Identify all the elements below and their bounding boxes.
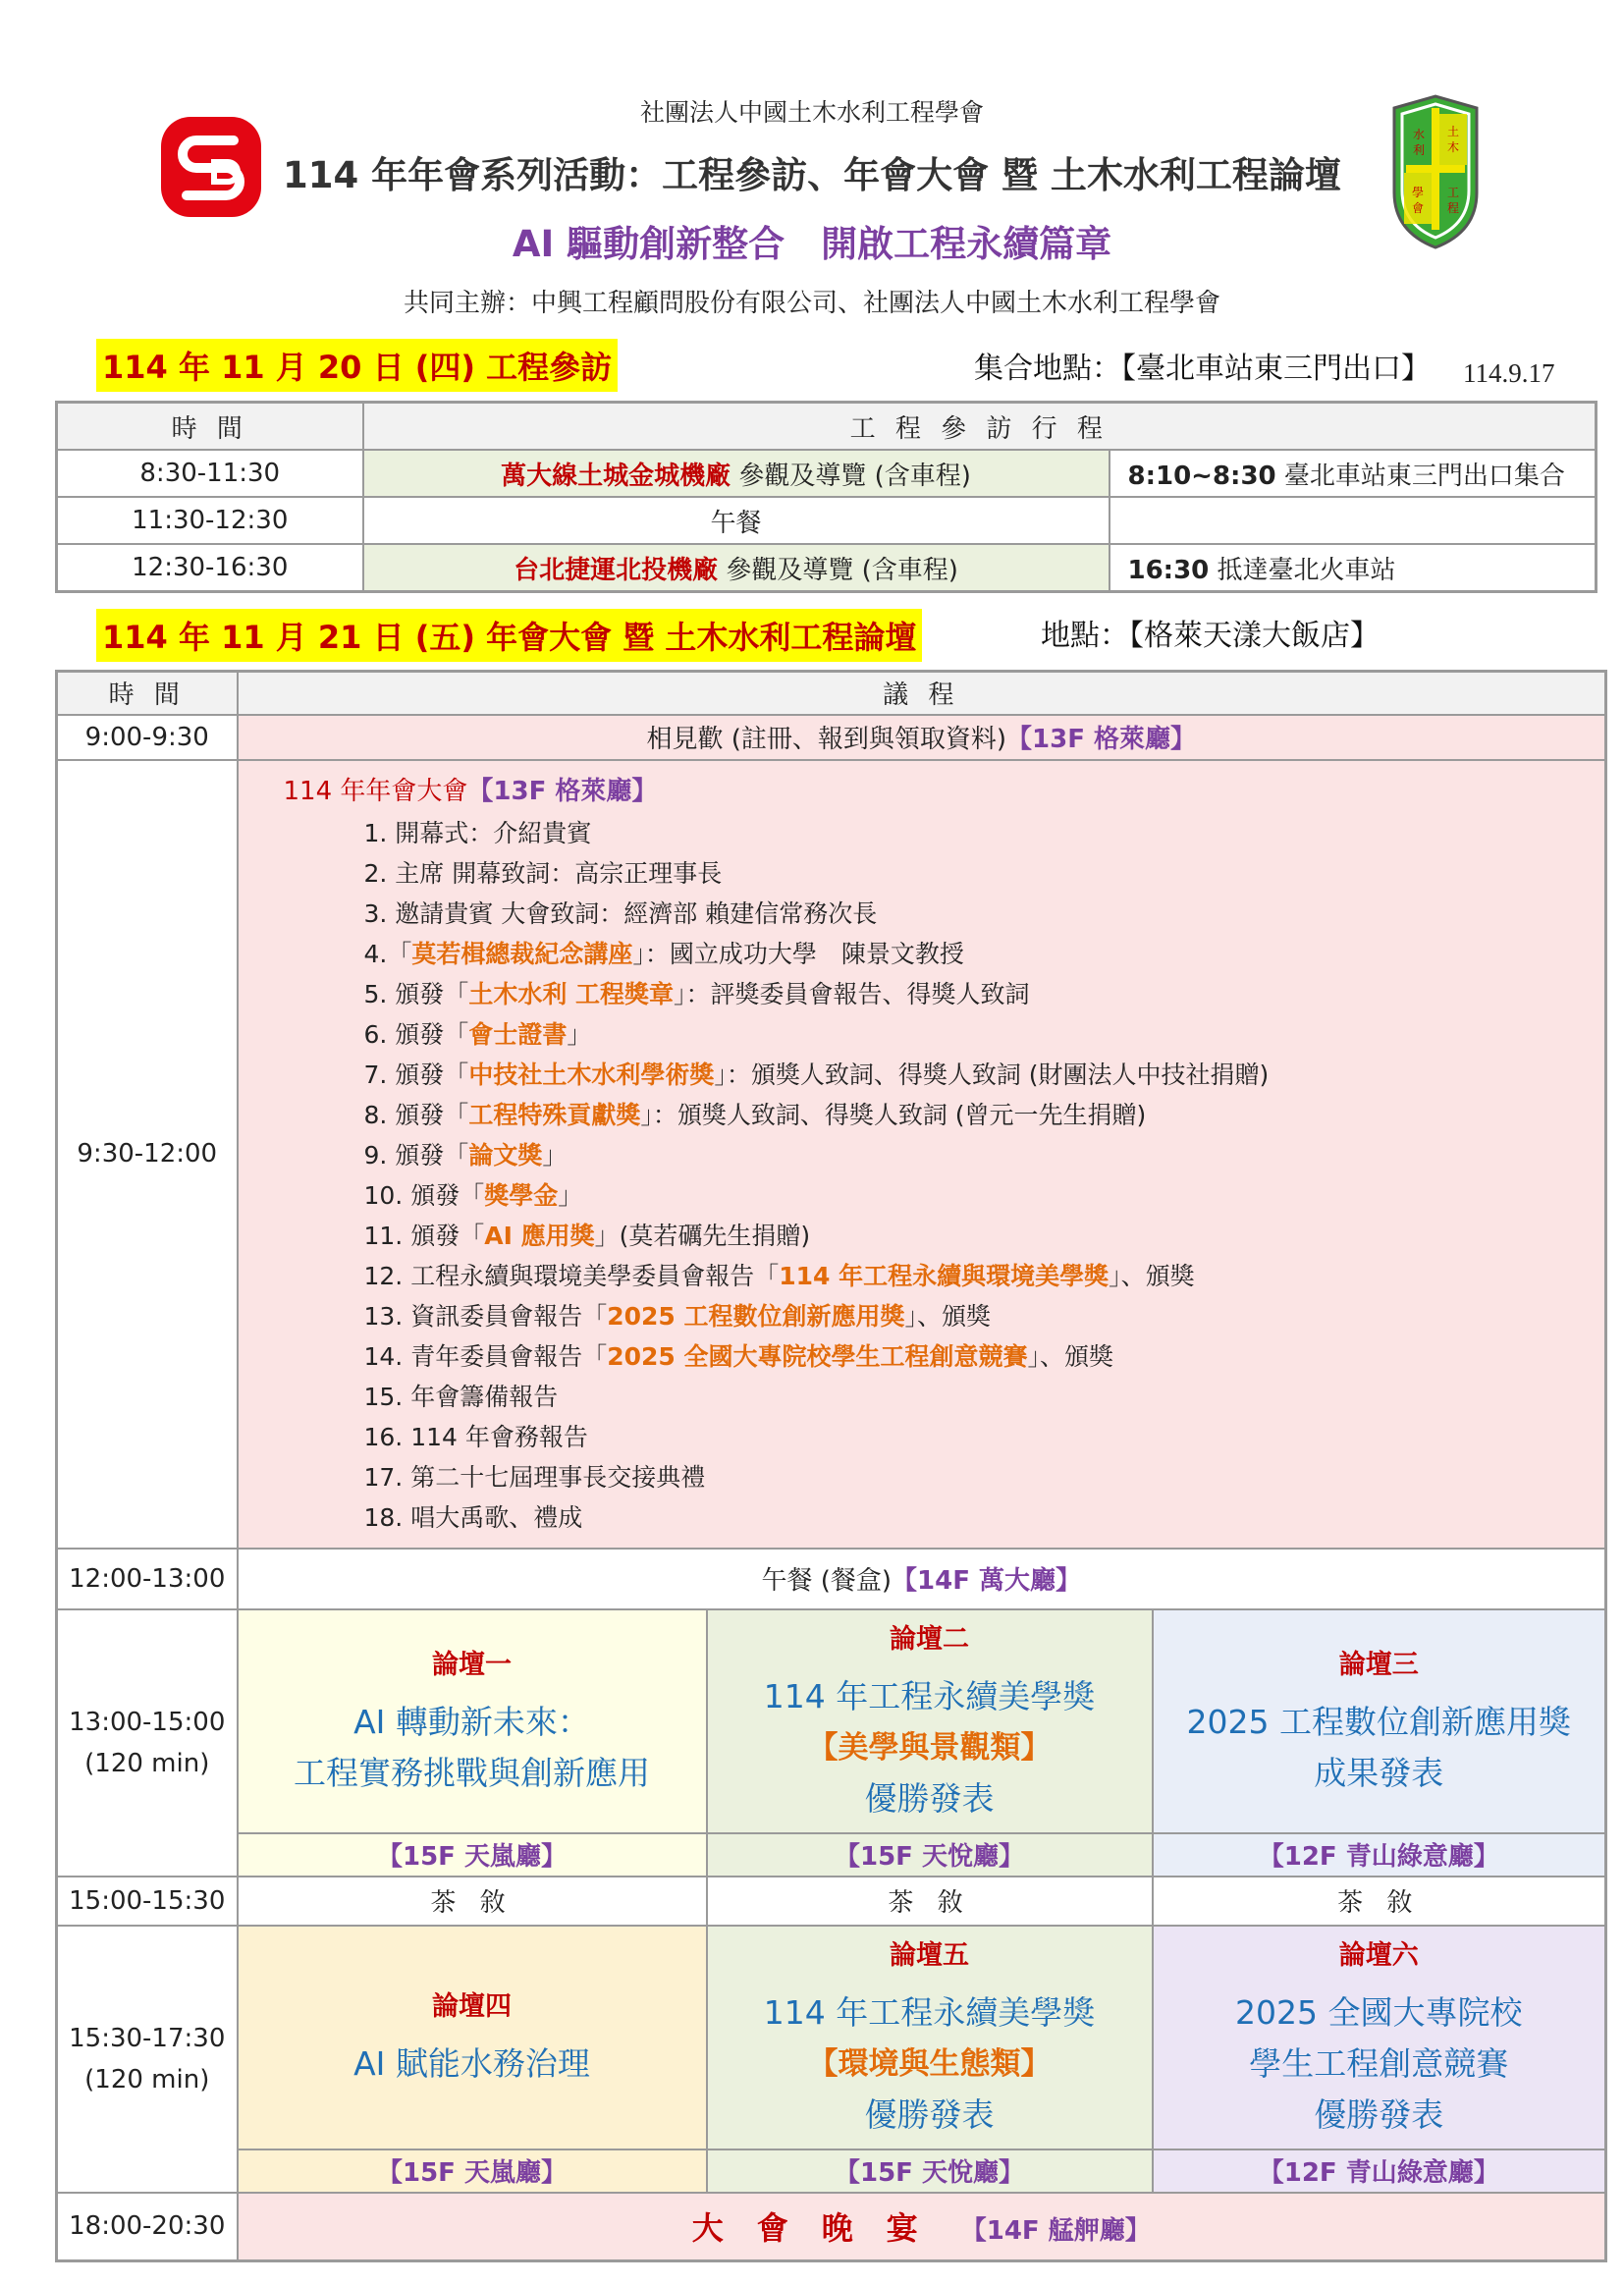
- agenda-item: [284, 974, 1605, 1014]
- forum-category: 【美學與景觀類】: [807, 1730, 1052, 1766]
- row-time: 18:00-20:30: [57, 2193, 238, 2261]
- organizer-line: 社團法人中國土木水利工程學會: [639, 98, 984, 127]
- agenda-item-pre: 12. 工程永續與環境美學委員會報告「: [363, 1261, 780, 1290]
- agenda-item-post: 」：頒獎人致詞、得獎人致詞 (財團法人中技社捐贈): [714, 1060, 1270, 1089]
- row-note: [1110, 544, 1597, 592]
- row-duration: (120 min): [84, 2064, 210, 2095]
- forum-number: 論壇一: [432, 1650, 512, 1680]
- tea-label: 茶 敘: [238, 1877, 707, 1926]
- agenda-item: [284, 1095, 1605, 1135]
- agenda-item: [284, 894, 1605, 934]
- table-row: [57, 450, 1597, 497]
- agenda-item: [284, 1055, 1605, 1095]
- tea-label: 茶 敘: [707, 1877, 1153, 1926]
- agenda-item: [284, 1377, 1605, 1417]
- agenda-item-hl: AI 應用獎: [484, 1221, 595, 1250]
- agenda-table: [55, 670, 1607, 2262]
- emblem-char-2: 利: [1412, 143, 1426, 157]
- agenda-item-pre: 15. 年會籌備報告: [363, 1382, 559, 1411]
- agenda-item: [284, 1175, 1605, 1216]
- row-time: 9:00-9:30: [57, 715, 238, 760]
- col-header-time: 時 間: [57, 672, 238, 715]
- site-name: 萬大線土城金城機廠: [501, 461, 731, 491]
- row-itinerary: 午餐: [363, 497, 1110, 544]
- forum-number: 論壇四: [432, 1991, 512, 2022]
- forum-1-room: 【15F 天嵐廳】: [238, 1833, 707, 1877]
- agenda-item-pre: 9. 頒發「: [363, 1140, 469, 1170]
- row-time: 15:00-15:30: [57, 1877, 238, 1926]
- row-itinerary: [363, 544, 1110, 592]
- agenda-item-pre: 1. 開幕式：介紹貴賓: [363, 818, 592, 847]
- note-time: 8:10~8:30: [1127, 461, 1276, 491]
- session2-time-cell: [57, 1926, 238, 2193]
- agenda-item: [284, 1457, 1605, 1497]
- agenda-item: [284, 1256, 1605, 1296]
- emblem-char-7: 工: [1446, 186, 1460, 199]
- row-note: [1110, 450, 1597, 497]
- assembly-row: [57, 760, 1606, 1549]
- day1-banner: 114 年 11 月 20 日 (四) 工程參訪: [96, 339, 618, 392]
- agenda-item: [284, 813, 1605, 853]
- agenda-item-hl: 2025 工程數位創新應用獎: [607, 1301, 905, 1331]
- forum-number: 論壇六: [1338, 1940, 1419, 1971]
- assembly-room: 【13F 格萊廳】: [467, 776, 658, 806]
- row-duration: (120 min): [84, 1748, 210, 1778]
- forum-title: 2025 工程數位創新應用獎: [1186, 1703, 1571, 1741]
- note-text: 抵達臺北火車站: [1217, 555, 1396, 585]
- row-time: 12:30-16:30: [57, 544, 363, 592]
- date-stamp: 114.9.17: [1463, 358, 1555, 388]
- forum-title-2: 學生工程創意競賽: [1249, 2044, 1509, 2083]
- note-time: 16:30: [1127, 555, 1210, 585]
- emblem-char-3: 土: [1446, 125, 1460, 138]
- day2-venue: 地點：【格萊天漾大飯店】: [1041, 619, 1380, 653]
- session2-row: [57, 1926, 1606, 2149]
- banquet-row: [57, 2193, 1606, 2261]
- forum-1: [238, 1609, 707, 1833]
- forum-6: [1153, 1926, 1606, 2149]
- session1-time-cell: [57, 1609, 238, 1877]
- forum-5-room: 【15F 天悅廳】: [707, 2149, 1153, 2193]
- agenda-item-pre: 18. 唱大禹歌、禮成: [363, 1502, 583, 1532]
- agenda-item-pre: 5. 頒發「: [363, 979, 469, 1008]
- forum-4: [238, 1926, 707, 2149]
- emblem-char-8: 程: [1446, 201, 1460, 215]
- forum-title: 2025 全國大專院校: [1235, 1993, 1523, 2032]
- agenda-item: [284, 1014, 1605, 1055]
- agenda-item: [284, 1135, 1605, 1175]
- agenda-item-pre: 6. 頒發「: [363, 1019, 469, 1049]
- tea-label: 茶 敘: [1153, 1877, 1606, 1926]
- emblem-char-4: 木: [1446, 140, 1460, 154]
- lunch-cell: [238, 1549, 1606, 1609]
- site-name: 台北捷運北投機廠: [514, 555, 719, 585]
- table-header-row: [57, 403, 1597, 451]
- agenda-item-pre: 14. 青年委員會報告「: [363, 1341, 608, 1371]
- agenda-item: [284, 1497, 1605, 1538]
- forum-2-room: 【15F 天悅廳】: [707, 1833, 1153, 1877]
- col-header-time: 時 間: [57, 403, 363, 451]
- emblem-char-1: 水: [1412, 128, 1426, 141]
- forum-title: AI 賦能水務治理: [353, 2044, 590, 2083]
- agenda-item: [284, 1417, 1605, 1457]
- session1-rooms-row: [57, 1833, 1606, 1877]
- forum-title: AI 轉動新未來：: [353, 1703, 590, 1741]
- day1-meeting-place: 集合地點：【臺北車站東三門出口】: [974, 352, 1431, 386]
- forum-number: 論壇三: [1338, 1650, 1419, 1680]
- page-subtitle: AI 驅動創新整合 開啟工程永續篇章: [512, 223, 1112, 265]
- agenda-item-pre: 10. 頒發「: [363, 1180, 485, 1210]
- agenda-item-pre: 3. 邀請貴賓 大會致詞：經濟部 賴建信常務次長: [363, 898, 878, 928]
- agenda-item-hl: 獎學金: [484, 1180, 559, 1210]
- agenda-item-post: 」、頒獎: [1109, 1261, 1195, 1290]
- forum-3: [1153, 1609, 1606, 1833]
- agenda-item-hl: 論文獎: [468, 1140, 543, 1170]
- sinotech-logo: [157, 113, 265, 221]
- row-time: 12:00-13:00: [57, 1549, 238, 1609]
- agenda-item-pre: 8. 頒發「: [363, 1100, 469, 1129]
- checkin-room: 【13F 格萊廳】: [1006, 725, 1197, 754]
- checkin-cell: [238, 715, 1606, 760]
- forum-3-room: 【12F 青山綠意廳】: [1153, 1833, 1606, 1877]
- agenda-item-pre: 16. 114 年會務報告: [363, 1422, 588, 1451]
- forum-title-2: 成果發表: [1314, 1754, 1444, 1792]
- session1-row: [57, 1609, 1606, 1833]
- assembly-title: 114 年年會大會: [283, 776, 468, 806]
- table-header-row: [57, 672, 1606, 715]
- row-itinerary: [363, 450, 1110, 497]
- agenda-item-post: 」: [567, 1019, 592, 1049]
- forum-title: 114 年工程永續美學獎: [763, 1993, 1096, 2032]
- agenda-item-hl: 會士證書: [468, 1019, 568, 1049]
- row-time: 8:30-11:30: [57, 450, 363, 497]
- forum-title-2: 優勝發表: [864, 1779, 995, 1818]
- session2-rooms-row: [57, 2149, 1606, 2193]
- agenda-item-post: 」: [558, 1180, 583, 1210]
- row-time: 15:30-17:30: [69, 2023, 226, 2053]
- row-time: 11:30-12:30: [57, 497, 363, 544]
- lunch-room: 【14F 萬大廳】: [892, 1566, 1082, 1596]
- agenda-item-post: 」、頒獎: [904, 1301, 992, 1331]
- forum-6-room: 【12F 青山綠意廳】: [1153, 2149, 1606, 2193]
- agenda-item-post: 」：評獎委員會報告、得獎人致詞: [674, 979, 1030, 1008]
- banquet-cell: [238, 2193, 1606, 2261]
- forum-title-3: 優勝發表: [1314, 2095, 1444, 2134]
- checkin-text: 相見歡 (註冊、報到與領取資料): [646, 725, 1007, 754]
- row-time: 13:00-15:00: [69, 1707, 226, 1737]
- banquet-room: 【14F 艋舺廳】: [960, 2216, 1151, 2247]
- lunch-text: 午餐 (餐盒): [761, 1566, 893, 1596]
- site-desc: 參觀及導覽 (含車程): [738, 461, 971, 491]
- agenda-item: [284, 853, 1605, 894]
- row-note: [1110, 497, 1597, 544]
- agenda-item-pre: 7. 頒發「: [363, 1060, 469, 1089]
- forum-2: [707, 1609, 1153, 1833]
- forum-number: 論壇五: [890, 1940, 969, 1971]
- forum-category: 【環境與生態類】: [807, 2046, 1052, 2082]
- forum-5: [707, 1926, 1153, 2149]
- forum-number: 論壇二: [890, 1624, 969, 1655]
- forum-title-2: 優勝發表: [864, 2095, 995, 2134]
- checkin-row: [57, 715, 1606, 760]
- forum-title: 114 年工程永續美學獎: [763, 1677, 1096, 1715]
- society-emblem: [1388, 94, 1483, 251]
- site-visit-table: [55, 401, 1597, 593]
- col-header-agenda: 議 程: [238, 672, 1606, 715]
- agenda-item-pre: 2. 主席 開幕致詞：高宗正理事長: [363, 858, 723, 888]
- agenda-item: [284, 934, 1605, 974]
- col-header-itinerary: 工 程 參 訪 行 程: [363, 403, 1597, 451]
- banquet-text: 大會晚宴: [691, 2209, 951, 2248]
- assembly-heading: [284, 771, 1605, 807]
- agenda-item-post: 」(莫若礪先生捐贈): [594, 1221, 811, 1250]
- agenda-item-hl: 中技社土木水利學術獎: [468, 1060, 715, 1089]
- emblem-char-5: 學: [1411, 186, 1425, 199]
- table-row: [57, 544, 1597, 592]
- row-time: 9:30-12:00: [57, 760, 238, 1549]
- site-desc: 參觀及導覽 (含車程): [726, 555, 958, 585]
- day2-banner: 114 年 11 月 21 日 (五) 年會大會 暨 土木水利工程論壇: [96, 609, 922, 662]
- agenda-item-post: 」：頒獎人致詞、得獎人致詞 (曾元一先生捐贈): [640, 1100, 1147, 1129]
- agenda-item-hl: 土木水利 工程獎章: [468, 979, 675, 1008]
- emblem-char-6: 會: [1411, 201, 1425, 215]
- note-text: 臺北車站東三門出口集合: [1283, 461, 1565, 491]
- agenda-item-pre: 11. 頒發「: [363, 1221, 485, 1250]
- forum-4-room: 【15F 天嵐廳】: [238, 2149, 707, 2193]
- agenda-item-pre: 17. 第二十七屆理事長交接典禮: [363, 1462, 706, 1492]
- agenda-item-hl: 114 年工程永續與環境美學獎: [779, 1261, 1110, 1290]
- table-row: [57, 497, 1597, 544]
- agenda-item-post: 」：國立成功大學 陳景文教授: [632, 939, 964, 968]
- agenda-item-hl: 工程特殊貢獻獎: [468, 1100, 641, 1129]
- page-title: 114 年年會系列活動：工程參訪、年會大會 暨 土木水利工程論壇: [283, 154, 1341, 196]
- tea-row: [57, 1877, 1606, 1926]
- agenda-item-pre: 4.「: [363, 939, 412, 968]
- agenda-item: [284, 1216, 1605, 1256]
- assembly-cell: [238, 760, 1606, 1549]
- agenda-item-post: 」、頒獎: [1027, 1341, 1114, 1371]
- cohost-line: 共同主辦：中興工程顧問股份有限公司、社團法人中國土木水利工程學會: [403, 289, 1220, 318]
- agenda-item-pre: 13. 資訊委員會報告「: [363, 1301, 608, 1331]
- lunch-row: [57, 1549, 1606, 1609]
- agenda-item: [284, 1296, 1605, 1336]
- forum-title-2: 工程實務挑戰與創新應用: [294, 1754, 650, 1792]
- agenda-item-hl: 2025 全國大專院校學生工程創意競賽: [607, 1341, 1028, 1371]
- agenda-item-post: 」: [542, 1140, 568, 1170]
- agenda-item: [284, 1336, 1605, 1377]
- agenda-item-hl: 莫若楫總裁紀念講座: [411, 939, 633, 968]
